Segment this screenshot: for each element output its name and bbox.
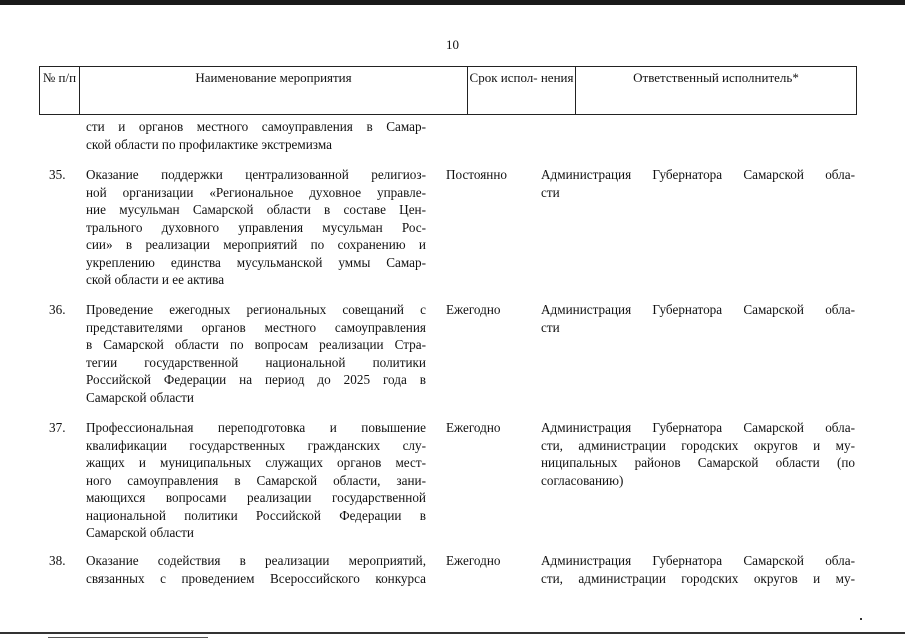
bottom-border bbox=[0, 632, 905, 634]
text-line: мающихся вопросами реализации государственной bbox=[86, 490, 426, 505]
table-header bbox=[39, 66, 857, 115]
text-line: трального духовного управления мусульман Рос- bbox=[86, 219, 426, 235]
deadline: Постоянно bbox=[446, 167, 508, 182]
responsible bbox=[541, 552, 855, 587]
deadline: Ежегодно bbox=[446, 553, 501, 568]
responsible bbox=[541, 301, 855, 336]
responsible bbox=[541, 166, 855, 201]
header-event-name bbox=[80, 67, 468, 114]
responsible bbox=[541, 419, 855, 489]
text-line: Оказание поддержки централизованной религиоз- bbox=[86, 167, 426, 182]
text-line: ной организации «Региональное духовное управле- bbox=[86, 184, 426, 200]
text-line: Администрация Губернатора Самарской обла- bbox=[541, 553, 855, 568]
header-number-label: № п/п bbox=[42, 70, 77, 85]
text-line: укреплению единства мусульманской уммы Самар- bbox=[86, 254, 426, 270]
text-line: Самарской области bbox=[86, 525, 194, 540]
text-line: в Самарской области по вопросам реализации Стра- bbox=[86, 337, 426, 352]
text-line: ской области и ее актива bbox=[86, 272, 225, 287]
text-line: сти bbox=[541, 319, 560, 335]
text-line: Российской Федерации на период до 2025 года в bbox=[86, 372, 426, 387]
header-deadline bbox=[468, 67, 576, 114]
text-line: ниципальных районов Самарской области (по bbox=[541, 455, 855, 470]
deadline: Ежегодно bbox=[446, 302, 501, 317]
text-line: Оказание содействия в реализации мероприятий, bbox=[86, 553, 426, 568]
text-line: Администрация Губернатора Самарской обла- bbox=[541, 167, 855, 182]
text-line: Администрация Губернатора Самарской обла- bbox=[541, 420, 855, 435]
text-line: представителями органов местного самоуправления bbox=[86, 319, 426, 335]
header-event-name-label: Наименование мероприятия bbox=[195, 70, 352, 85]
row-number: 36. bbox=[49, 302, 66, 317]
event-name bbox=[86, 166, 426, 289]
header-responsible-label: Ответственный исполнитель* bbox=[633, 70, 799, 85]
text-line: жащих и муниципальных служащих органов мест- bbox=[86, 455, 426, 470]
event-name bbox=[86, 419, 426, 542]
bottom-border-left bbox=[48, 637, 208, 638]
text-line: квалификации государственных гражданских слу- bbox=[86, 437, 426, 453]
text-line: связанных с проведением Всероссийского конкурса bbox=[86, 570, 426, 586]
text-line: ской области по профилактике экстремизма bbox=[86, 136, 332, 152]
row-number: 35. bbox=[49, 167, 66, 182]
text-line: Проведение ежегодных региональных совещаний с bbox=[86, 302, 426, 317]
header-number bbox=[40, 67, 80, 114]
text-line: Самарской области bbox=[86, 389, 194, 405]
header-responsible bbox=[576, 67, 856, 114]
row-number: 37. bbox=[49, 420, 66, 435]
text-line: согласованию) bbox=[541, 472, 624, 488]
top-border bbox=[0, 0, 905, 5]
text-line: тегии государственной национальной политики bbox=[86, 354, 426, 370]
deadline: Ежегодно bbox=[446, 420, 501, 435]
text-line: сти, администрации городских округов и му- bbox=[541, 570, 855, 586]
text-line: Профессиональная переподготовка и повышение bbox=[86, 420, 426, 435]
text-line: национальной политики Российской Федерации в bbox=[86, 507, 426, 523]
text-line: сти, администрации городских округов и му- bbox=[541, 437, 855, 453]
page-number: 10 bbox=[446, 37, 459, 52]
text-line: ние мусульман Самарской области в составе Цен- bbox=[86, 202, 426, 217]
text-line: сти и органов местного самоуправления в Самар- bbox=[86, 119, 426, 134]
text-line: ного самоуправления в Самарской области, зани- bbox=[86, 472, 426, 488]
event-name bbox=[86, 301, 426, 406]
row-number: 38. bbox=[49, 553, 66, 568]
text-line: сти bbox=[541, 184, 560, 200]
text-line: сии» в реализации мероприятий по сохранению и bbox=[86, 237, 426, 252]
scan-speck bbox=[860, 618, 862, 620]
continuation-text bbox=[86, 118, 426, 153]
header-deadline-label: Срок испол- нения bbox=[469, 70, 574, 85]
event-name bbox=[86, 552, 426, 587]
text-line: Администрация Губернатора Самарской обла- bbox=[541, 302, 855, 317]
